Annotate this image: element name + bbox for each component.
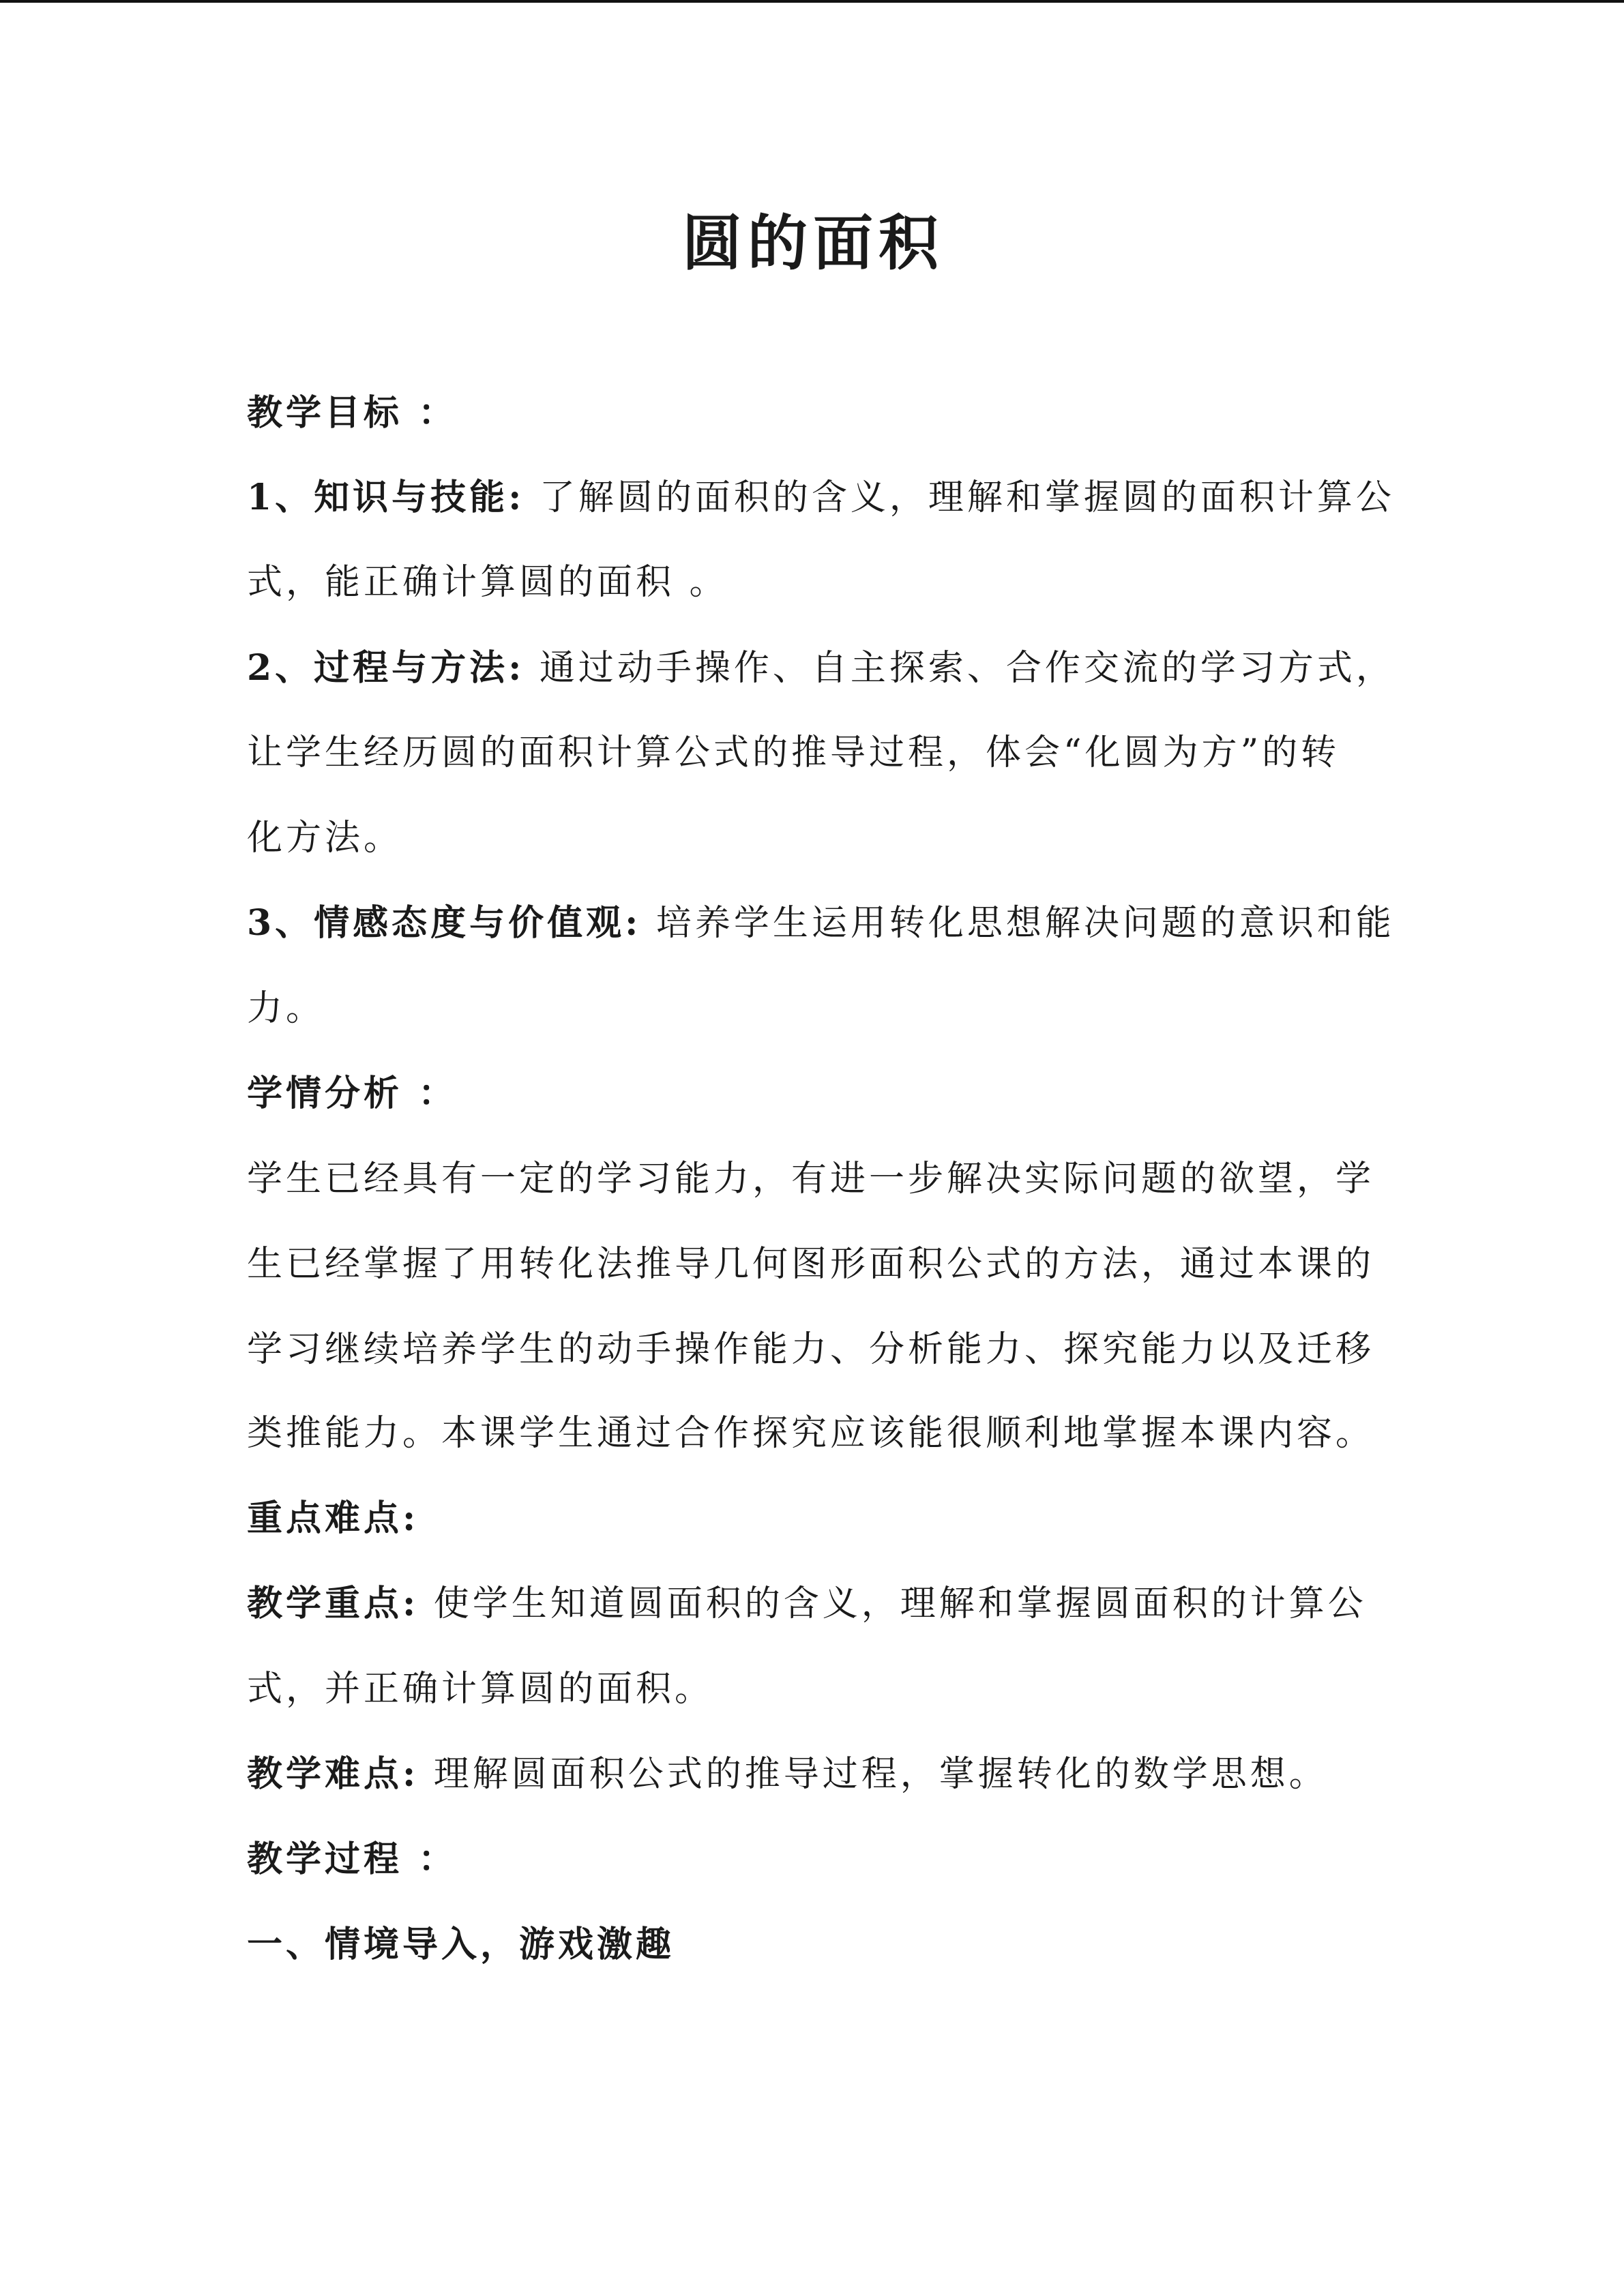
analysis-line2: 生已经掌握了用转化法推导几何图形面积公式的方法，通过本课的 [247, 1244, 1375, 1285]
goal1-label: 1、知识与技能: [247, 477, 525, 518]
goal1-text1: 了解圆的面积的含义，理解和掌握圆的面积计算公 [525, 477, 1395, 518]
analysis-line1: 学生已经具有一定的学习能力，有进一步解决实际问题的欲望，学 [247, 1159, 1375, 1199]
goal3-line1 [247, 896, 1395, 951]
difficulty-line1 [247, 1747, 1379, 1802]
goal3-line2: 力。 [247, 988, 325, 1029]
goal1-line2: 式，能正确计算圆的面积 。 [247, 562, 728, 603]
goals-heading: 教学目标 ： [247, 392, 458, 434]
goal1-line1 [247, 471, 1395, 525]
goal3-text1: 培养学生运用转化思想解决问题的意识和能 [641, 903, 1395, 944]
analysis-line3: 学习继续培养学生的动手操作能力、分析能力、探究能力以及迁移 [247, 1329, 1375, 1370]
goal2-line2: 让学生经历圆的面积计算公式的推导过程，体会“化圆为方”的转 [247, 732, 1340, 773]
process-heading: 教学过程 ： [247, 1838, 458, 1880]
analysis-heading: 学情分析 ： [247, 1073, 458, 1114]
document-title: 圆的面积 [681, 207, 944, 278]
goal3-label: 3、情感态度与价值观: [247, 902, 642, 944]
goal2-line1 [247, 641, 1395, 696]
focus-line1 [247, 1577, 1379, 1631]
goal2-label: 2、过程与方法: [247, 647, 525, 689]
step1-heading: 一、情境导入，游戏激趣 [247, 1924, 675, 1965]
goal2-text1: 通过动手操作、自主探索、合作交流的学习方式， [525, 648, 1395, 689]
keypoints-heading: 重点难点: [247, 1497, 419, 1539]
difficulty-label: 教学难点: [247, 1753, 419, 1795]
focus-label: 教学重点: [247, 1583, 419, 1624]
analysis-line4: 类推能力。本课学生通过合作探究应该能很顺利地掌握本课内容。 [247, 1413, 1375, 1454]
difficulty-text1: 理解圆面积公式的推导过程，掌握转化的数学思想。 [419, 1754, 1328, 1795]
focus-line2: 式，并正确计算圆的面积。 [247, 1669, 714, 1710]
focus-text1: 使学生知道圆面积的含义，理解和掌握圆面积的计算公 [419, 1583, 1367, 1624]
goal2-line3: 化方法。 [247, 818, 403, 859]
